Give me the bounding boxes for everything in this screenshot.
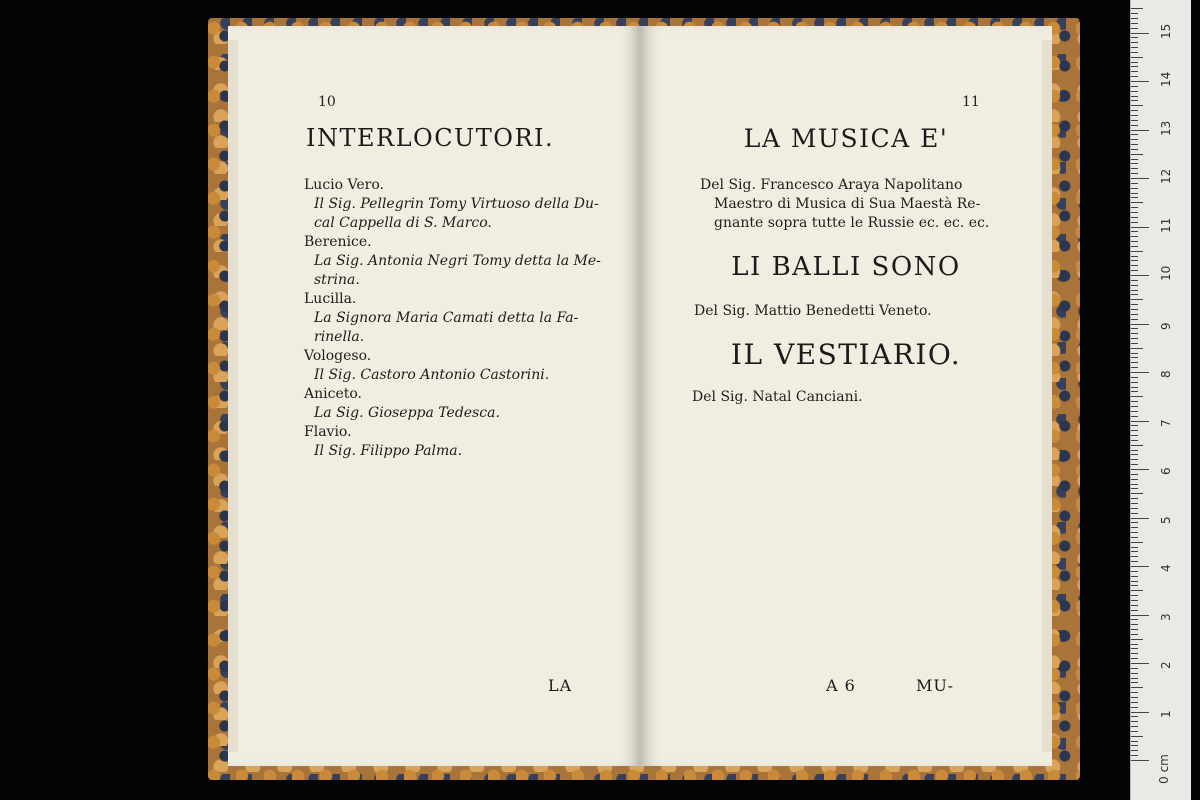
- ruler-tick: [1131, 721, 1138, 722]
- ruler-tick: [1131, 648, 1138, 649]
- ruler-tick: [1131, 605, 1138, 606]
- ruler-tick: [1131, 493, 1143, 494]
- ruler-tick: [1131, 81, 1149, 82]
- ruler-tick: [1131, 396, 1143, 397]
- ruler-tick: [1131, 231, 1138, 232]
- music-credit-line: Del Sig. Francesco Araya Napolitano: [700, 177, 963, 193]
- ruler-tick: [1131, 168, 1138, 169]
- ruler-tick: [1131, 76, 1138, 77]
- ruler-tick: [1131, 260, 1138, 261]
- ruler-tick: [1131, 702, 1138, 703]
- performer-line: cal Cappella di S. Marco.: [314, 215, 492, 231]
- ruler-tick: [1131, 454, 1138, 455]
- ruler-tick: [1131, 687, 1143, 688]
- ruler-tick: [1131, 202, 1143, 203]
- costume-credit: Del Sig. Natal Canciani.: [692, 389, 863, 405]
- ruler-tick: [1131, 518, 1149, 519]
- ruler-tick: [1131, 537, 1138, 538]
- ruler-tick: [1131, 474, 1138, 475]
- ruler-tick: [1131, 120, 1138, 121]
- ruler-tick: [1131, 406, 1138, 407]
- ruler-tick: [1131, 130, 1149, 131]
- performer-line: La Sig. Antonia Negri Tomy detta la Me-: [314, 253, 601, 269]
- ruler-number: 4: [1159, 564, 1173, 572]
- ruler-tick: [1131, 629, 1138, 630]
- cast-entry: [304, 423, 601, 461]
- performer-line: La Signora Maria Camati detta la Fa-: [314, 310, 579, 326]
- character-name: Lucio Vero.: [304, 177, 384, 193]
- performer-line: Il Sig. Castoro Antonio Castorini.: [314, 367, 550, 383]
- ruler-number: 11: [1159, 217, 1173, 233]
- ruler-tick: [1131, 57, 1143, 58]
- ruler-tick: [1131, 299, 1143, 300]
- ruler-tick: [1131, 159, 1138, 160]
- ruler-tick: [1131, 285, 1138, 286]
- ruler-tick: [1131, 13, 1138, 14]
- ruler-tick: [1131, 658, 1138, 659]
- ruler-tick: [1131, 707, 1138, 708]
- ruler-tick: [1131, 193, 1138, 194]
- ruler-tick: [1131, 333, 1138, 334]
- ruler-number: 9: [1159, 321, 1173, 330]
- ruler-tick: [1131, 532, 1138, 533]
- ruler-tick: [1131, 542, 1143, 543]
- ruler-tick: [1131, 440, 1138, 441]
- ruler-tick: [1131, 615, 1149, 616]
- ruler-tick: [1131, 484, 1138, 485]
- ruler-tick: [1131, 8, 1143, 9]
- ruler-tick: [1131, 716, 1138, 717]
- ruler-tick: [1131, 324, 1149, 325]
- ruler-tick: [1131, 421, 1149, 422]
- ruler-tick: [1131, 585, 1138, 586]
- ruler-tick: [1131, 173, 1138, 174]
- ruler-tick: [1131, 154, 1143, 155]
- ruler-tick: [1131, 42, 1138, 43]
- costume-heading: IL VESTIARIO.: [730, 338, 962, 371]
- performer-line: strina.: [314, 272, 360, 288]
- performer-line: rinella.: [314, 329, 365, 345]
- ruler-tick: [1131, 222, 1138, 223]
- ruler-number: 6: [1159, 467, 1173, 475]
- ruler-tick: [1131, 188, 1138, 189]
- cast-entry: [304, 290, 601, 347]
- ruler-tick: [1131, 712, 1149, 713]
- ruler-tick: [1131, 149, 1138, 150]
- ruler-tick: [1131, 556, 1138, 557]
- performer-line: La Sig. Gioseppa Tedesca.: [314, 405, 500, 421]
- ruler-tick: [1131, 479, 1138, 480]
- ruler-tick: [1131, 634, 1138, 635]
- ruler-number: 13: [1159, 120, 1173, 136]
- ruler-tick: [1131, 217, 1138, 218]
- left-page-number: 10: [318, 94, 336, 110]
- ruler-tick: [1131, 581, 1138, 582]
- music-heading: LA MUSICA E': [743, 124, 949, 153]
- ruler-tick: [1131, 23, 1138, 24]
- ruler-tick: [1131, 353, 1138, 354]
- ruler-tick: [1131, 551, 1138, 552]
- ruler-tick: [1131, 357, 1138, 358]
- ruler-tick: [1131, 343, 1138, 344]
- ruler-tick: [1131, 372, 1149, 373]
- ruler-tick: [1131, 319, 1138, 320]
- ruler-tick: [1131, 508, 1138, 509]
- ruler-tick: [1131, 736, 1143, 737]
- ruler-number: 15: [1159, 23, 1173, 39]
- ballet-heading: LI BALLI SONO: [731, 252, 961, 282]
- ruler-tick: [1131, 741, 1138, 742]
- ruler-tick: [1131, 275, 1149, 276]
- ruler-number: 10: [1159, 265, 1173, 281]
- ruler-tick: [1131, 561, 1138, 562]
- ruler-tick: [1131, 86, 1138, 87]
- ruler-tick: [1131, 488, 1138, 489]
- ruler-tick: [1131, 304, 1138, 305]
- ruler-tick: [1131, 387, 1138, 388]
- cast-entry: [304, 233, 601, 290]
- music-credit-line: Maestro di Musica di Sua Maestà Re-: [714, 196, 981, 212]
- ruler-tick: [1131, 692, 1138, 693]
- ruler-number: 2: [1159, 661, 1173, 669]
- ruler-tick: [1131, 256, 1138, 257]
- ruler-tick: [1131, 115, 1138, 116]
- ruler-tick: [1131, 639, 1143, 640]
- right-page-number: 11: [962, 94, 980, 110]
- ruler-tick: [1131, 265, 1138, 266]
- signature-mark: A 6: [826, 676, 856, 695]
- ruler-tick: [1131, 280, 1138, 281]
- ruler-tick: [1131, 348, 1143, 349]
- ruler-tick: [1131, 498, 1138, 499]
- ruler-tick: [1131, 314, 1138, 315]
- ruler-tick: [1131, 47, 1138, 48]
- ruler-tick: [1131, 430, 1138, 431]
- ruler-tick: [1131, 416, 1138, 417]
- left-catchword: LA: [548, 676, 573, 695]
- ruler-tick: [1131, 100, 1138, 101]
- ruler-tick: [1131, 576, 1138, 577]
- ruler-tick: [1131, 571, 1138, 572]
- ruler-tick: [1131, 37, 1138, 38]
- ruler-tick: [1131, 682, 1138, 683]
- ruler-tick: [1131, 91, 1138, 92]
- ruler-tick: [1131, 644, 1138, 645]
- cast-list: [304, 176, 601, 461]
- ruler-tick: [1131, 401, 1138, 402]
- ruler-tick: [1131, 294, 1138, 295]
- ruler-tick: [1131, 425, 1138, 426]
- character-name: Flavio.: [304, 424, 352, 440]
- music-credit-line: gnante sopra tutte le Russie ec. ec. ec.: [714, 215, 990, 231]
- ruler-tick: [1131, 755, 1138, 756]
- ruler-tick: [1131, 183, 1138, 184]
- ruler-tick: [1131, 731, 1138, 732]
- measuring-ruler: [1130, 0, 1191, 800]
- ruler-tick: [1131, 144, 1138, 145]
- ruler-tick: [1131, 547, 1138, 548]
- ruler-tick: [1131, 134, 1138, 135]
- right-catchword: MU-: [916, 676, 954, 695]
- performer-line: Il Sig. Pellegrin Tomy Virtuoso della Du-: [314, 196, 599, 212]
- ruler-tick: [1131, 309, 1138, 310]
- ruler-tick: [1131, 246, 1138, 247]
- ruler-tick: [1131, 600, 1138, 601]
- ruler-tick: [1131, 241, 1138, 242]
- ruler-tick: [1131, 503, 1138, 504]
- left-page-edge: [228, 40, 238, 752]
- ruler-tick: [1131, 178, 1149, 179]
- ruler-tick: [1131, 377, 1138, 378]
- cast-list-title: INTERLOCUTORI.: [306, 124, 555, 152]
- ruler-tick: [1131, 624, 1138, 625]
- ruler-tick: [1131, 207, 1138, 208]
- ruler-tick: [1131, 513, 1138, 514]
- ruler-tick: [1131, 435, 1138, 436]
- ruler-number: 5: [1159, 515, 1173, 524]
- ruler-tick: [1131, 251, 1143, 252]
- ruler-tick: [1131, 28, 1138, 29]
- music-credit: [700, 176, 989, 233]
- ruler-tick: [1131, 290, 1138, 291]
- ruler-tick: [1131, 653, 1138, 654]
- ruler-tick: [1131, 673, 1138, 674]
- ruler-tick: [1131, 382, 1138, 383]
- ruler-tick: [1131, 338, 1138, 339]
- ruler-tick: [1131, 227, 1149, 228]
- ruler-tick: [1131, 522, 1138, 523]
- ruler-number: 1: [1159, 709, 1173, 718]
- cast-entry: [304, 385, 601, 423]
- ruler-tick: [1131, 590, 1143, 591]
- ruler-tick: [1131, 745, 1138, 746]
- ruler-tick: [1131, 96, 1138, 97]
- ruler-tick: [1131, 197, 1138, 198]
- ruler-tick: [1131, 469, 1149, 470]
- ruler-unit: 0 cm: [1156, 754, 1171, 784]
- character-name: Vologeso.: [304, 348, 372, 364]
- ruler-tick: [1131, 391, 1138, 392]
- ruler-tick: [1131, 212, 1138, 213]
- ruler-tick: [1131, 362, 1138, 363]
- ruler-tick: [1131, 663, 1149, 664]
- ruler-tick: [1131, 62, 1138, 63]
- ruler-tick: [1131, 105, 1143, 106]
- ruler-tick: [1131, 450, 1138, 451]
- ruler-tick: [1131, 678, 1138, 679]
- ruler-tick: [1131, 697, 1138, 698]
- ballet-credit: Del Sig. Mattio Benedetti Veneto.: [694, 303, 932, 319]
- ruler-tick: [1131, 411, 1138, 412]
- ruler-tick: [1131, 464, 1138, 465]
- ruler-tick: [1131, 610, 1138, 611]
- ruler-tick: [1131, 445, 1143, 446]
- ruler-tick: [1131, 750, 1138, 751]
- ruler-tick: [1131, 110, 1138, 111]
- ruler-tick: [1131, 527, 1138, 528]
- ruler-number: 7: [1159, 418, 1173, 427]
- ruler-tick: [1131, 595, 1138, 596]
- ruler-tick: [1131, 163, 1138, 164]
- ruler-tick: [1131, 760, 1149, 761]
- character-name: Lucilla.: [304, 291, 357, 307]
- ruler-tick: [1131, 18, 1138, 19]
- ruler-tick: [1131, 66, 1138, 67]
- ruler-tick: [1131, 33, 1149, 34]
- performer-line: Il Sig. Filippo Palma.: [314, 443, 463, 459]
- cast-entry: [304, 176, 601, 233]
- ruler-tick: [1131, 367, 1138, 368]
- ruler-tick: [1131, 668, 1138, 669]
- cast-entry: [304, 347, 601, 385]
- ruler-tick: [1131, 236, 1138, 237]
- character-name: Berenice.: [304, 234, 372, 250]
- ruler-tick: [1131, 566, 1149, 567]
- ruler-number: 14: [1159, 71, 1173, 87]
- ruler-tick: [1131, 52, 1138, 53]
- ruler-tick: [1131, 71, 1138, 72]
- ruler-number: 8: [1159, 370, 1173, 378]
- ruler-number: 3: [1159, 612, 1173, 621]
- ruler-tick: [1131, 459, 1138, 460]
- ruler-tick: [1131, 139, 1138, 140]
- ruler-tick: [1131, 619, 1138, 620]
- character-name: Aniceto.: [304, 386, 362, 402]
- ruler-tick: [1131, 125, 1138, 126]
- ruler-tick: [1131, 270, 1138, 271]
- ruler-tick: [1131, 726, 1138, 727]
- ruler-tick: [1131, 328, 1138, 329]
- ruler-number: 12: [1159, 168, 1173, 184]
